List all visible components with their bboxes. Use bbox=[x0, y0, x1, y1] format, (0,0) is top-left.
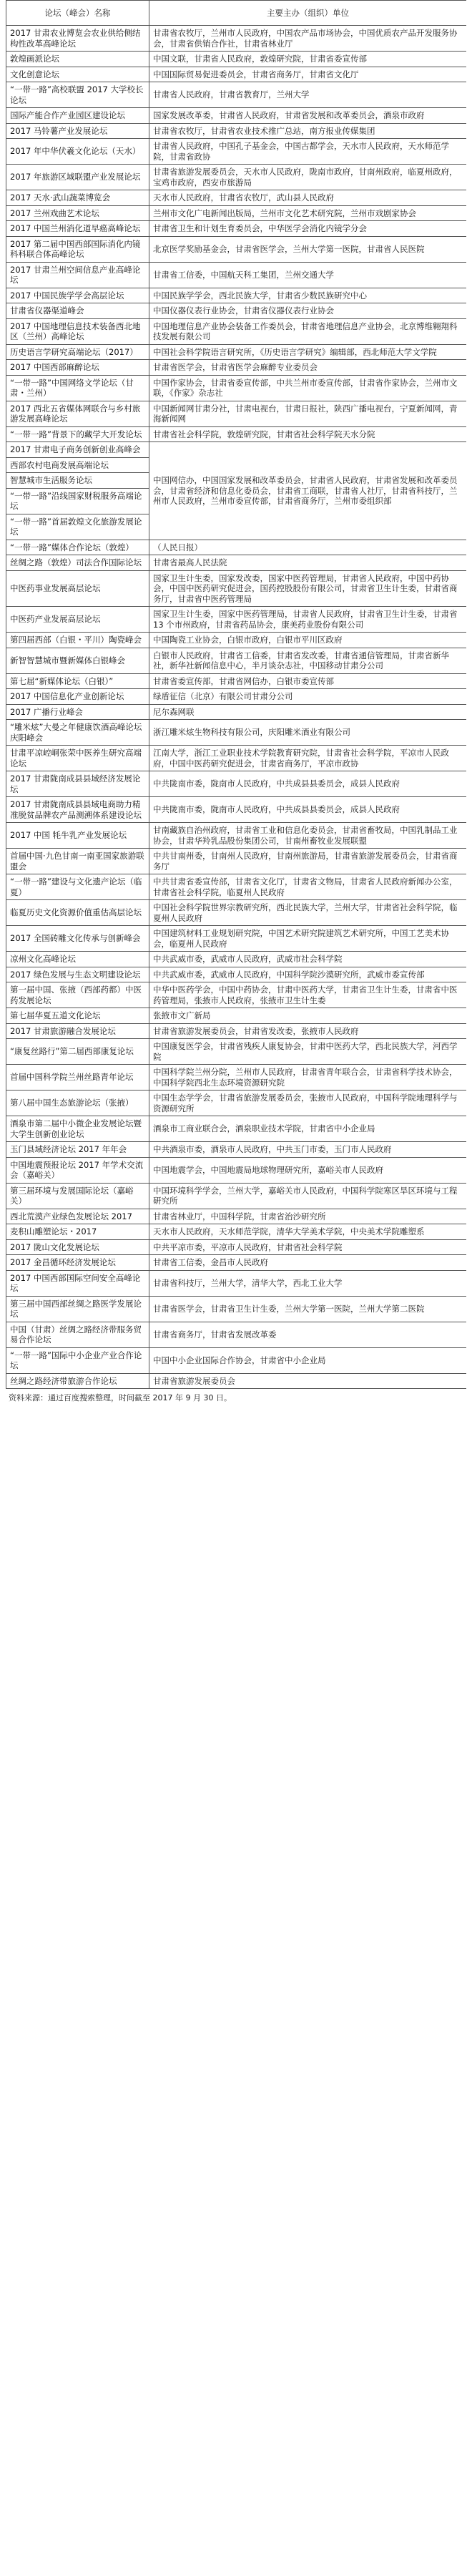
table-row bbox=[6, 746, 467, 771]
table-row bbox=[6, 926, 467, 952]
table-row bbox=[6, 540, 467, 555]
table-row bbox=[6, 1373, 467, 1389]
organizers-cell: 中共陇南市委，陇南市人民政府，中共成县县委员会，成县人民政府 bbox=[149, 771, 467, 797]
table-row bbox=[6, 1008, 467, 1024]
organizers-cell: 甘肃省工信委，金昌市人民政府 bbox=[149, 1255, 467, 1271]
table-row bbox=[6, 689, 467, 705]
forum-name-cell: 2017 马铃薯产业发展论坛 bbox=[6, 123, 149, 139]
organizers-cell: 兰州市文化广电新闻出版局，兰州市文化艺术研究院，兰州市戏剧家协会 bbox=[149, 205, 467, 221]
table-row bbox=[6, 426, 467, 442]
forum-name-cell: “雕米炫”大曼之年健康饮酒高峰论坛庆阳峰会 bbox=[6, 720, 149, 746]
forum-name-cell: 2017 中国西部国际空间安全高峰论坛 bbox=[6, 1270, 149, 1296]
table-row bbox=[6, 648, 467, 673]
organizers-cell: 张掖市文广新局 bbox=[149, 1008, 467, 1024]
forum-name-cell: 2017 兰州戏曲艺术论坛 bbox=[6, 205, 149, 221]
forum-name-cell: 2017 全国砖雕文化传承与创新峰会 bbox=[6, 926, 149, 952]
organizers-cell: 中共平凉市委，平凉市人民政府，甘肃省社会科学院 bbox=[149, 1239, 467, 1255]
forum-name-cell: 中国（甘肃）丝绸之路经济带服务贸易合作论坛 bbox=[6, 1322, 149, 1347]
table-row bbox=[6, 303, 467, 319]
table-row bbox=[6, 771, 467, 797]
forum-name-cell: 国际产能合作产业园区建设论坛 bbox=[6, 108, 149, 124]
organizers-cell: 国家卫生计生委，国家发改委，国家中医药管理局，甘肃省人民政府，中国中药协会，中国中医药研究促进会，国药控股股份有限公司，甘肃省卫生计生委，甘肃省商务厅，甘肃省中医药管理局 bbox=[149, 570, 467, 607]
forum-name-cell: 2017 甘肃电子商务创新创业高峰会 bbox=[6, 442, 149, 458]
forum-name-cell: 2017 甘肃陇南成县县域经济发展论坛 bbox=[6, 771, 149, 797]
organizers-cell: 甘肃省科技厅，兰州大学，清华大学，西北工业大学 bbox=[149, 1270, 467, 1296]
forum-name-cell: 2017 甘肃农业博览会农业供给侧结构性改革高峰论坛 bbox=[6, 26, 149, 52]
organizers-cell: 尼尔森网联 bbox=[149, 704, 467, 720]
organizers-cell: 中国陶瓷工业协会，白银市政府，白银市平川区政府 bbox=[149, 633, 467, 648]
forum-name-cell: 甘肃省仪器渠道峰会 bbox=[6, 303, 149, 319]
forum-name-cell: 2017 中国 牦牛乳产业发展论坛 bbox=[6, 823, 149, 849]
forum-name-cell: “一带一路”中国网络文学论坛（甘肃・兰州） bbox=[6, 375, 149, 401]
organizers-cell: 中国仪器仪表行业协会，甘肃省仪器仪表行业协会 bbox=[149, 303, 467, 319]
organizers-cell: 中国民族学学会，西北民族大学，甘肃省少数民族研究中心 bbox=[149, 288, 467, 303]
organizers-cell: 甘肃省医学会，甘肃省卫生计生委，兰州大学第一医院，兰州大学第二医院 bbox=[149, 1296, 467, 1322]
forum-name-cell: 第三届中国西部丝绸之路医学发展论坛 bbox=[6, 1296, 149, 1322]
organizers-cell: 国家发展改革委，甘肃省人民政府，甘肃省发展和改革委员会，酒泉市政府 bbox=[149, 108, 467, 124]
table-row bbox=[6, 288, 467, 303]
forum-name-cell: 2017 西北五省媒体网联合与乡村旅游发展高峰论坛 bbox=[6, 401, 149, 426]
organizers-cell: 甘肃省医学会，甘肃省医学会麻醉专业委员会 bbox=[149, 360, 467, 376]
forum-name-cell: “一带一路”首届敦煌文化旅游发展论坛 bbox=[6, 514, 149, 540]
table-row bbox=[6, 1065, 467, 1091]
forum-name-cell: 第七届华夏五道文化论坛 bbox=[6, 1008, 149, 1024]
organizers-cell: 甘肃省人民政府，中国孔子基金会，中国古都学会，天水市人民政府，天水师范学院，甘肃省政协 bbox=[149, 139, 467, 165]
table-row bbox=[6, 849, 467, 874]
table-row bbox=[6, 262, 467, 288]
table-row bbox=[6, 318, 467, 344]
table-row bbox=[6, 123, 467, 139]
forum-name-cell: 西北荒漠产业绿色发展论坛 2017 bbox=[6, 1209, 149, 1224]
table-row bbox=[6, 205, 467, 221]
table-row bbox=[6, 1116, 467, 1142]
table-row bbox=[6, 221, 467, 237]
organizers-cell: 中国中小企业国际合作协会，甘肃省中小企业局 bbox=[149, 1347, 467, 1373]
organizers-cell: 中国新闻网甘肃分社，甘肃电视台，甘肃日报社，陕西广播电视台，宁夏新闻网，青海新闻网 bbox=[149, 401, 467, 426]
forum-name-cell: “一带一路”建设与文化遗产论坛（临夏） bbox=[6, 874, 149, 900]
forum-name-cell: 2017 中国民族学学会高层论坛 bbox=[6, 288, 149, 303]
organizers-cell: 中华中医药学会，中国中药协会，甘肃中医药大学，甘肃省卫生计生委，甘肃省中医药管理局，张掖市人民政府，张掖市卫生计生委 bbox=[149, 982, 467, 1008]
table-row bbox=[6, 375, 467, 401]
organizers-cell: 甘肃省卫生和计划生育委员会，中华医学会消化内镜学分会 bbox=[149, 221, 467, 237]
organizers-cell: 中共陇南市委，陇南市人民政府，中共成县县委员会，成县人民政府 bbox=[149, 797, 467, 823]
forum-name-cell: 首届中国·九色甘南一南亚国家旅游联盟会 bbox=[6, 849, 149, 874]
organizers-cell: 中共甘肃省委宣传部，甘肃省文化厅，甘肃省文物局，甘肃省人民政府新闻办公室，甘肃省社会科学院，临夏州人民政府 bbox=[149, 874, 467, 900]
forum-name-cell: 智慧城市生活服务论坛 bbox=[6, 473, 149, 489]
table-row bbox=[6, 952, 467, 967]
forum-name-cell: 西部农村电商发展高端论坛 bbox=[6, 457, 149, 473]
forum-name-cell: 历史语言学研究高端论坛（2017） bbox=[6, 344, 149, 360]
table-row bbox=[6, 67, 467, 82]
organizers-cell: 中国康复医学会，甘肃省残疾人康复协会，甘肃中医药大学，西北民族大学，河西学院 bbox=[149, 1039, 467, 1065]
forum-name-cell: 2017 陇山文化发展论坛 bbox=[6, 1239, 149, 1255]
organizers-cell: 甘肃省旅游发展委员会，天水市人民政府，陇南市政府，甘南州政府，临夏州政府，宝鸡市政府，西安市旅游局 bbox=[149, 165, 467, 190]
forum-name-cell: 2017 中国信息化产业创新论坛 bbox=[6, 689, 149, 705]
table-row bbox=[6, 967, 467, 982]
forum-name-cell: 2017 广播行业峰会 bbox=[6, 704, 149, 720]
forum-name-cell: 2017 天水·武山蔬菜博览会 bbox=[6, 190, 149, 206]
organizers-cell: 甘肃省工信委，中国航天科工集团，兰州交通大学 bbox=[149, 262, 467, 288]
table-row bbox=[6, 1322, 467, 1347]
organizers-cell: 中国作家协会，甘肃省委宣传部，中共兰州市委宣传部，甘肃省作家协会，兰州市文联，《作家》杂志社 bbox=[149, 375, 467, 401]
table-row bbox=[6, 165, 467, 190]
table-row bbox=[6, 900, 467, 926]
organizers-cell: 中共酒泉市委，酒泉市人民政府，中共玉门市委，玉门市人民政府 bbox=[149, 1142, 467, 1158]
table-row bbox=[6, 1270, 467, 1296]
organizers-cell: 天水市人民政府，天水师范学院，清华大学美术学院，中央美术学院雕塑系 bbox=[149, 1224, 467, 1240]
forum-name-cell: “一带一路”高校联盟 2017 大学校长论坛 bbox=[6, 82, 149, 108]
organizers-cell: 甘肃省最高人民法院 bbox=[149, 555, 467, 571]
organizers-cell: 中国社会科学院世界宗教研究所，西北民族大学，兰州大学，甘肃省社会科学院，临夏州人民政府 bbox=[149, 900, 467, 926]
forum-name-cell: 2017 绿色发展与生态文明建设论坛 bbox=[6, 967, 149, 982]
organizers-cell: 浙江雕米炫生物科技有限公司，庆阳雕米酒业有限公司 bbox=[149, 720, 467, 746]
table-row bbox=[6, 720, 467, 746]
table-row bbox=[6, 236, 467, 262]
organizers-cell: 中共武威市委，武威市人民政府，中国科学院沙漠研究所，武威市委宣传部 bbox=[149, 967, 467, 982]
forum-name-cell: “康复丝路行”第二届西部康复论坛 bbox=[6, 1039, 149, 1065]
organizers-cell: 甘肃省农牧厅，兰州市人民政府，中国农产品市场协会，中国优质农产品开发服务协会，甘肃省供销合作社，甘肃省林业厅 bbox=[149, 26, 467, 52]
organizers-cell: 国家卫生计生委，国家中医药管理局，甘肃省人民政府，甘肃省卫生计生委，甘肃省 13 个市州政府，甘肃省药品协会，康美药业股份有限公司 bbox=[149, 607, 467, 633]
table-row bbox=[6, 26, 467, 52]
organizers-cell: 甘肃省旅游发展委员会 bbox=[149, 1373, 467, 1389]
forum-name-cell: 第八届中国生态旅游论坛（张掖） bbox=[6, 1091, 149, 1116]
table-row bbox=[6, 82, 467, 108]
forum-name-cell: 2017 甘肃旅游融合发展论坛 bbox=[6, 1023, 149, 1039]
table-row bbox=[6, 344, 467, 360]
forum-name-cell: “一带一路”背景下的藏学大开发论坛 bbox=[6, 426, 149, 442]
organizers-cell: 中国地理信息产业协会装备工作委员会，甘肃省地理信息产业协会，北京博维翱翔科技发展有限公司 bbox=[149, 318, 467, 344]
forum-name-cell: 玉门县域经济论坛 2017 年年会 bbox=[6, 1142, 149, 1158]
table-row bbox=[6, 1157, 467, 1183]
table-row bbox=[6, 1347, 467, 1373]
forum-name-cell: 2017 年旅游区域联盟产业发展论坛 bbox=[6, 165, 149, 190]
table-row bbox=[6, 1039, 467, 1065]
forum-name-cell: 丝绸之路（敦煌）司法合作国际论坛 bbox=[6, 555, 149, 571]
organizers-cell: 甘肃省人民政府，甘肃省教育厅，兰州大学 bbox=[149, 82, 467, 108]
organizers-cell: 中国生态学学会，甘肃省旅游发展委员会，张掖市人民政府，中国科学院地理科学与资源研究所 bbox=[149, 1091, 467, 1116]
forum-name-cell: 第四届西部（白银・平川）陶瓷峰会 bbox=[6, 633, 149, 648]
organizers-cell: 中国环境科学学会，兰州大学，嘉峪关市人民政府，中国科学院寒区旱区环境与工程研究所 bbox=[149, 1183, 467, 1209]
forum-name-cell: 2017 金昌循环经济发展论坛 bbox=[6, 1255, 149, 1271]
organizers-cell: 甘肃省林业厅，中国科学院，甘肃省治沙研究所 bbox=[149, 1209, 467, 1224]
organizers-cell: 甘肃省旅游发展委员会，甘肃省发改委，张掖市人民政府 bbox=[149, 1023, 467, 1039]
forum-name-cell: 2017 甘肃兰州空间信息产业高峰论坛 bbox=[6, 262, 149, 288]
forum-table bbox=[6, 0, 466, 1389]
organizers-cell: 白银市人民政府，甘肃省工信委，甘肃省发改委，甘肃省通信管理局，甘肃省新华社，新华社新闻信息中心，半月谈杂志社，中国移动甘肃分公司 bbox=[149, 648, 467, 673]
forum-name-cell: 2017 中国地理信息技术装备西北地区（兰州）高峰论坛 bbox=[6, 318, 149, 344]
source-note: 资料来源：通过百度搜索整理，时间截至 2017 年 9 月 30 日。 bbox=[9, 1393, 232, 1402]
table-row bbox=[6, 704, 467, 720]
forum-name-cell: 麦积山雕塑论坛・2017 bbox=[6, 1224, 149, 1240]
table-row bbox=[6, 570, 467, 607]
forum-name-cell: “一带一路”沿线国家财税服务高端论坛 bbox=[6, 488, 149, 514]
forum-name-cell: 第七届“新媒体论坛（白银）” bbox=[6, 673, 149, 689]
organizers-cell: 甘肃省委宣传部，甘肃省网信办，白银市委宣传部 bbox=[149, 673, 467, 689]
table-row bbox=[6, 52, 467, 67]
forum-name-cell: 2017 第二届中国西部国际消化内镜科科联合体高峰论坛 bbox=[6, 236, 149, 262]
table-row bbox=[6, 633, 467, 648]
table-row bbox=[6, 607, 467, 633]
table-row bbox=[6, 139, 467, 165]
organizers-cell: 甘肃省农牧厅，甘肃省农业技术推广总站，南方报业传媒集团 bbox=[149, 123, 467, 139]
forum-name-cell: 中医药产业发展高层论坛 bbox=[6, 607, 149, 633]
organizers-cell: 绿盾征信（北京）有限公司甘肃分公司 bbox=[149, 689, 467, 705]
organizers-cell: 中国文联，甘肃省人民政府，敦煌研究院，甘肃省委宣传部 bbox=[149, 52, 467, 67]
forum-name-cell: 甘肃平凉崆峒张荣中医养生研究高端论坛 bbox=[6, 746, 149, 771]
organizers-cell: 甘肃省社会科学院，敦煌研究院，甘肃省社会科学院天水分院 bbox=[149, 426, 467, 442]
table-row bbox=[6, 1142, 467, 1158]
organizers-cell: 天水市人民政府，甘肃省农牧厅，武山县人民政府 bbox=[149, 190, 467, 206]
table-row bbox=[6, 874, 467, 900]
forum-name-cell: 首届中国科学院兰州丝路青年论坛 bbox=[6, 1065, 149, 1091]
table-row bbox=[6, 1296, 467, 1322]
organizers-cell: 中共武威市委，武威市人民政府，武威市社会科学院 bbox=[149, 952, 467, 967]
table-row bbox=[6, 797, 467, 823]
organizers-cell: 中国社会科学院语言研究所，《历史语言学研究》编辑部，西北师范大学文学院 bbox=[149, 344, 467, 360]
forum-name-cell: 2017 年中华伏羲文化论坛（天水） bbox=[6, 139, 149, 165]
forum-name-cell: 文化创意论坛 bbox=[6, 67, 149, 82]
forum-name-cell: 凉州文化高峰论坛 bbox=[6, 952, 149, 967]
table-row bbox=[6, 190, 467, 206]
table-body bbox=[6, 26, 467, 1389]
table-row bbox=[6, 982, 467, 1008]
organizers-cell: 甘南藏族自治州政府，甘肃省工业和信息化委员会，甘肃省畜牧局，中国乳制品工业协会，甘肃华羚乳品股份集团公司，甘南州畜牧业发展联盟 bbox=[149, 823, 467, 849]
table-row bbox=[6, 823, 467, 849]
organizers-cell: 中共甘南州委，甘南州人民政府，甘南州旅游局，甘肃省旅游发展委员会，甘肃省商务厅 bbox=[149, 849, 467, 874]
organizers-cell: 江南大学，浙江工业职业技术学院教育研究院，甘肃省社会科学院，平凉市人民政府，中国中医药研究促进会，甘肃省商务厅，平凉市政协 bbox=[149, 746, 467, 771]
table-row bbox=[6, 442, 467, 458]
forum-name-cell: 中国地震预报论坛 2017 年学术交流会（嘉峪关） bbox=[6, 1157, 149, 1183]
header-forum-name: 论坛（峰会）名称 bbox=[6, 1, 149, 26]
table-row bbox=[6, 555, 467, 571]
forum-name-cell: 酒泉市第二届中小微企业发展论坛暨大学生创新创业论坛 bbox=[6, 1116, 149, 1142]
forum-name-cell: 第一届中国、张掖（西部药都）中医药发展论坛 bbox=[6, 982, 149, 1008]
organizers-cell: （人民日报） bbox=[149, 540, 467, 555]
table-row bbox=[6, 673, 467, 689]
table-header-row bbox=[6, 1, 467, 26]
forum-name-cell: 第三届环境与发展国际论坛（嘉峪关） bbox=[6, 1183, 149, 1209]
organizers-cell: 酒泉市工商业联合会，酒泉职业技术学院，甘肃省中小企业局 bbox=[149, 1116, 467, 1142]
forum-name-cell: 新智智慧城市暨新媒体白银峰会 bbox=[6, 648, 149, 673]
forum-name-cell: 丝绸之路经济带旅游合作论坛 bbox=[6, 1373, 149, 1389]
table-row bbox=[6, 401, 467, 426]
forum-name-cell: 2017 中国兰州消化道早癌高峰论坛 bbox=[6, 221, 149, 237]
table-row bbox=[6, 1209, 467, 1224]
organizers-cell: 甘肃省商务厅，甘肃省发展改革委 bbox=[149, 1322, 467, 1347]
organizers-cell: 中国地震学会，中国地震局地球物理研究所，嘉峪关市人民政府 bbox=[149, 1157, 467, 1183]
document-page bbox=[6, 0, 466, 2576]
table-row bbox=[6, 1183, 467, 1209]
organizers-cell: 北京医学奖励基金会，甘肃省医学会，兰州大学第一医院，甘肃省人民医院 bbox=[149, 236, 467, 262]
forum-name-cell: 临夏历史文化资源价值重估高层论坛 bbox=[6, 900, 149, 926]
header-organizers: 主要主办（组织）单位 bbox=[149, 1, 467, 26]
organizers-cell: 中国网信办，中国国家发展和改革委员会，甘肃省人民政府，甘肃省发展和改革委员会，甘肃省经济和信息化委员会，甘肃省工商联，甘肃省人社厅，甘肃省科技厅，兰州市人民政府，兰州市委宣传部，甘肃省商务厅，兰州市委组织部 bbox=[149, 442, 467, 540]
forum-name-cell: “一带一路”国际中小企业产业合作论坛 bbox=[6, 1347, 149, 1373]
table-row bbox=[6, 1239, 467, 1255]
table-row bbox=[6, 1224, 467, 1240]
organizers-cell: 中国科学院兰州分院，兰州市人民政府，甘肃省青年联合会，甘肃省科学技术协会，中国科学院西北生态环境资源研究院 bbox=[149, 1065, 467, 1091]
table-row bbox=[6, 1023, 467, 1039]
table-row bbox=[6, 1255, 467, 1271]
forum-name-cell: 中医药事业发展高层论坛 bbox=[6, 570, 149, 607]
table-row bbox=[6, 1091, 467, 1116]
table-row bbox=[6, 108, 467, 124]
forum-name-cell: “一带一路”媒体合作论坛（敦煌） bbox=[6, 540, 149, 555]
forum-name-cell: 2017 中国西部麻醉论坛 bbox=[6, 360, 149, 376]
organizers-cell: 中国国际贸易促进委员会，甘肃省商务厅，甘肃省文化厅 bbox=[149, 67, 467, 82]
table-row bbox=[6, 360, 467, 376]
organizers-cell: 中国建筑材料工业规划研究院，中国艺术研究院建筑艺术研究所，中国工艺美术协会，临夏州人民政府 bbox=[149, 926, 467, 952]
forum-name-cell: 敦煌画派论坛 bbox=[6, 52, 149, 67]
forum-name-cell: 2017 甘肃陇南成县县域电商助力精准脱贫品牌农产品测溯体系建设论坛 bbox=[6, 797, 149, 823]
